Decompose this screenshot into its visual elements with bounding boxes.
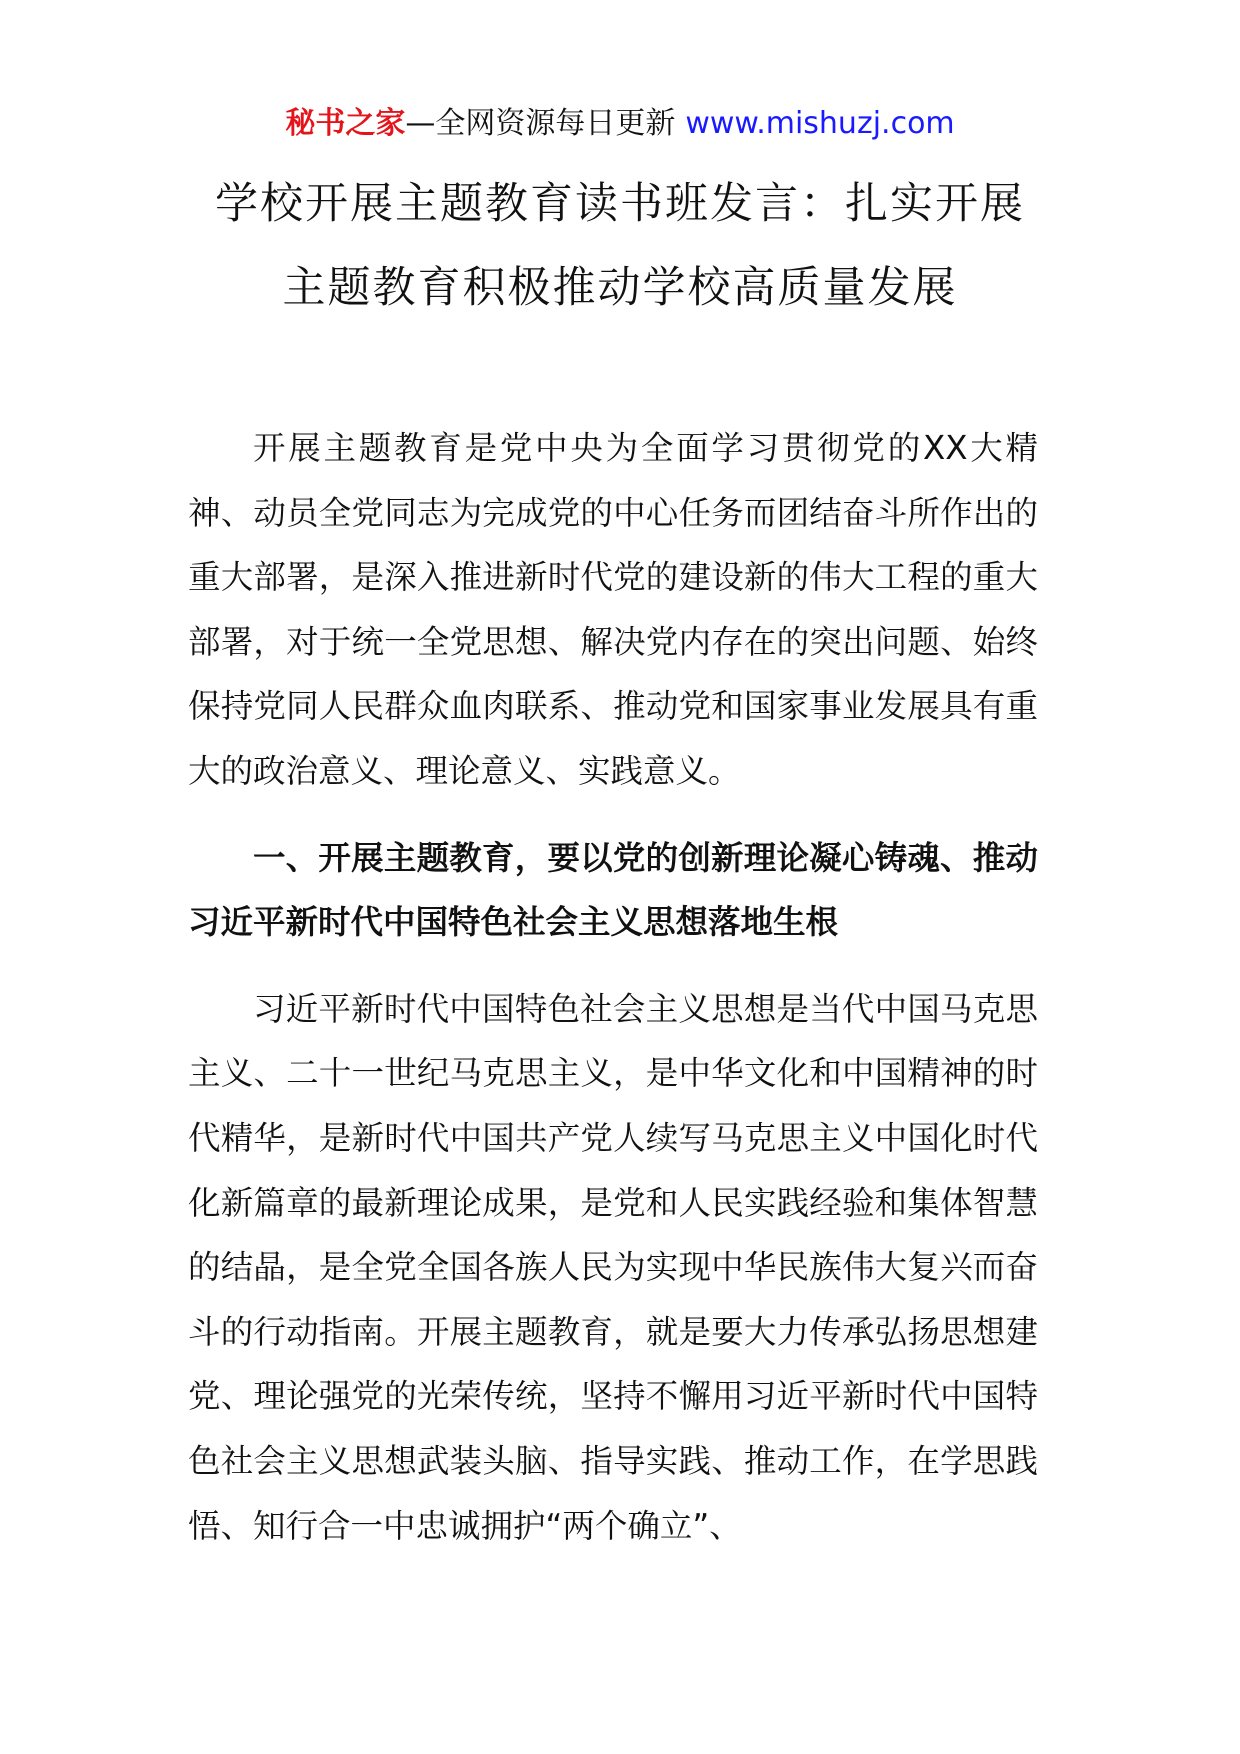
site-header [0,102,1240,146]
header-tagline: —全网资源每日更新 [405,106,676,141]
section-heading-1: 一、开展主题教育，要以党的创新理论凝心铸魂、推动习近平新时代中国特色社会主义思想落地生根 [188,838,1038,942]
title-line-2: 主题教育积极推动学校高质量发展 [282,263,958,313]
brand-name: 秘书之家 [285,106,406,141]
site-link[interactable]: www.mishuzj.com [685,106,955,141]
document-body [188,416,1038,1558]
title-line-1: 学校开展主题教育读书班发言：扎实开展 [215,179,1025,229]
intro-paragraph: 开展主题教育是党中央为全面学习贯彻党的XX大精神、动员全党同志为完成党的中心任务而团结奋斗所作出的重大部署，是深入推进新时代党的建设新的伟大工程的重大部署，对于统一全党思想、解决党内存在的突出问题、始终保持党同人民群众血肉联系、推动党和国家事业发展具有重大的政治意义、理论意义、实践意义。 [188,429,1038,790]
body-paragraph: 习近平新时代中国特色社会主义思想是当代中国马克思主义、二十一世纪马克思主义，是中华文化和中国精神的时代精华，是新时代中国共产党人续写马克思主义中国化时代化新篇章的最新理论成果，是党和人民实践经验和集体智慧的结晶，是全党全国各族人民为实现中华民族伟大复兴而奋斗的行动指南。开展主题教育，就是要大力传承弘扬思想建党、理论强党的光荣传统，坚持不懈用习近平新时代中国特色社会主义思想武装头脑、指导实践、推动工作，在学思践悟、知行合一中忠诚拥护“两个确立”、 [188,989,1038,1545]
document-title [150,162,1090,330]
